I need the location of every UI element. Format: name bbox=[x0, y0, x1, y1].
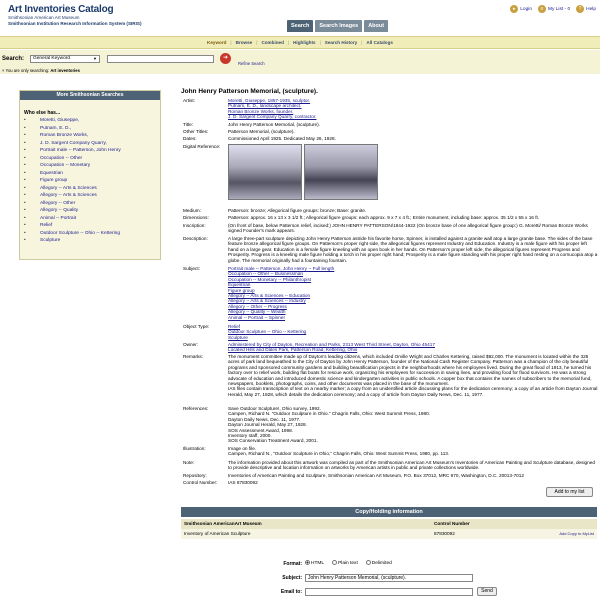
object-type-value bbox=[228, 324, 598, 340]
subject-link[interactable]: Allegory -- Quality -- Wealth bbox=[228, 309, 286, 315]
dates-label: Dates: bbox=[183, 136, 197, 141]
table-header-row bbox=[181, 519, 597, 529]
artist-link[interactable]: Moretti, Giuseppe, 1857-1935, sculptor. bbox=[228, 98, 311, 103]
list-item[interactable]: • Figure group bbox=[20, 177, 160, 185]
format-label: Format: bbox=[283, 561, 302, 567]
list-item[interactable]: • Allegory -- Arts & Sciences bbox=[20, 185, 160, 193]
help-link[interactable]: ? Help bbox=[576, 5, 596, 13]
repository-value: Inventories of American Painting and Sculpture, Smithsonian American Art Museum, P.O. Box 37012, MRC 970, Washington, D.C. 20013-7012 bbox=[228, 473, 524, 478]
list-item[interactable]: • J. D. Sargent Company Quarry, bbox=[20, 140, 160, 148]
subnav-separator: | bbox=[361, 40, 363, 45]
dimensions-value: Patterson: approx. 16 x 13 x 3 1/2 ft.; Allegorical figure groups: each approx. 9 x 7 x 4 ft.; Entire monument, including base: approx. 35 1/2 x 55 x 16 ft. bbox=[228, 215, 540, 220]
help-icon: ? bbox=[576, 5, 584, 13]
list-item[interactable]: • Moretti, Giuseppe, bbox=[20, 117, 160, 125]
title-value: John Henry Patterson Memorial, (sculpture). bbox=[228, 122, 320, 127]
digital-reference-value bbox=[228, 144, 598, 200]
subnav-search-history[interactable]: Search History bbox=[324, 40, 358, 45]
list-item[interactable]: • Allegory -- Quality bbox=[20, 207, 160, 215]
subject-link[interactable]: Allegory -- Arts & Sciences -- Education bbox=[228, 293, 311, 299]
references-label: References: bbox=[183, 406, 209, 411]
image-thumbnail[interactable] bbox=[304, 144, 378, 200]
site-title: Art Inventories Catalog bbox=[8, 4, 114, 15]
subject-link[interactable]: Equestrian bbox=[228, 282, 251, 288]
list-item[interactable]: • Sculpture bbox=[20, 237, 160, 245]
copy-holding-table bbox=[181, 519, 597, 539]
artist-value bbox=[228, 98, 598, 120]
more-searches-list bbox=[20, 117, 160, 245]
list-item[interactable]: • Relief bbox=[20, 222, 160, 230]
add-copy-link[interactable]: Add Copy to MyList bbox=[559, 531, 594, 536]
search-input[interactable] bbox=[107, 55, 214, 63]
subnav-browse[interactable]: Browse bbox=[235, 40, 253, 45]
illustration-value: Image on file. Campen, Richard N., "Outdoor Sculpture in Ohio," Chagrin Falls, Ohio: West Summit Press, 1980, pp. 113. bbox=[228, 446, 450, 457]
subject-link[interactable]: Animal -- Portrait -- Spinner bbox=[228, 314, 286, 320]
list-item[interactable]: • Allegory -- Arts & Sciences bbox=[20, 192, 160, 200]
format-plain-radio[interactable]: Plain text bbox=[332, 560, 358, 566]
list-item[interactable]: • Animal -- Portrait bbox=[20, 215, 160, 223]
table-cell: Inventory of American Sculpture bbox=[184, 531, 251, 536]
list-item[interactable]: • Occupation -- Other bbox=[20, 155, 160, 163]
list-item[interactable]: • Occupation -- Monetary bbox=[20, 162, 160, 170]
search-bar bbox=[0, 50, 600, 74]
tab-about[interactable]: About bbox=[364, 20, 388, 32]
list-item[interactable]: • Outdoor Sculpture -- Ohio -- Kettering bbox=[20, 230, 160, 238]
artist-label: Artist: bbox=[183, 98, 195, 103]
medium-value: Patterson: bronze; Allegorical figure groups: bronze; Base: granite. bbox=[228, 208, 367, 213]
subnav-keyword[interactable]: Keyword bbox=[207, 40, 227, 45]
format-html-radio[interactable]: HTML bbox=[305, 560, 324, 566]
chevron-down-icon: ▼ bbox=[93, 56, 97, 61]
panel-subtitle: Who else has... bbox=[24, 110, 61, 116]
subject-link[interactable]: Figure group bbox=[228, 287, 255, 293]
more-searches-panel bbox=[19, 90, 161, 260]
panel-title: More Smithsonian Searches bbox=[20, 91, 160, 100]
note-value: The information provided about this artwork was compiled as part of the Smithsonian American Art Museum's Inventories of American Painting and Sculpture database, designed to provide descriptive and location information on artworks by American artists in public and private collections worldwide. bbox=[228, 460, 595, 471]
image-thumbnail[interactable] bbox=[228, 144, 302, 200]
add-to-list-button[interactable]: Add to my list bbox=[546, 487, 593, 497]
search-subnav bbox=[0, 36, 600, 49]
dimensions-label: Dimensions: bbox=[183, 215, 209, 220]
subnav-highlights[interactable]: Highlights bbox=[293, 40, 316, 45]
remarks-value: The monument committee made up of Dayton's leading citizens, which included Orville Wright and Charles Kettering, raised $92,000. The monument is located within the 325 acres of park land bequeathed to the City of Dayton by John Henry Patterson, founder of the National Cash Register Company. Patterson was a champion of the city beautiful programs and sponsored community gardens and building beautification projects in the neighborhoods where his employees lived. During the great flood of 1913, he turned his factory over to relief work, building flat boats for rescue work, organizing his employees for succession in saving lives, and providing food for flood survivors. He was a strong advocate of education and introduced domestic science and kindergarten activities in public schools. A copper box that contains the names of subscribers to the memorial fund, newspapers, booklets, photographs, coins, and other documents was placed in the base of the monument. IAS files contain transcription of text on a nearby marker; a copy from an unidentified article discussing plans for the dedication ceremony; a copy of an article from Dayton Journal Herald, May 27, 1928, which details the dedication ceremony; and a copy of article from Dayton Daily News, Dec. 11, 1977. bbox=[228, 354, 598, 397]
object-type-link[interactable]: Outdoor Sculpture -- Ohio -- Kettering bbox=[228, 329, 307, 335]
owner-link[interactable]: Administered by City of Dayton, Recreation and Parks, 2313 West Third Street, Dayton, Ohio 45417 bbox=[228, 342, 435, 347]
subject-value bbox=[228, 266, 598, 320]
send-button[interactable]: Send bbox=[477, 587, 497, 596]
format-delimited-radio[interactable]: Delimited bbox=[366, 560, 392, 566]
references-value: Save Outdoor Sculpture!, Ohio survey, 1992. Campen, Richard N. "Outdoor Sculpture in Ohio." Chagrin Falls, Ohio: West Summit Press, 1980. Dayton Daily News, Dec. 11, 1977. Dayton Journal Herald, May 27, 1928. SOS Assessment Award, 1998. Inventory staff, 2000. SOS Conservation Treatment Award, 2001. bbox=[228, 406, 431, 444]
mylist-link[interactable]: ≡ My List - 0 bbox=[538, 5, 570, 13]
header bbox=[0, 0, 600, 36]
email-to-input[interactable] bbox=[305, 588, 473, 596]
main-tabs bbox=[287, 20, 388, 32]
illustration-label: Illustration: bbox=[183, 446, 206, 451]
search-label: Search: bbox=[2, 56, 25, 62]
subnav-separator: | bbox=[256, 40, 258, 45]
digital-reference-label: Digital Reference: bbox=[183, 144, 221, 149]
medium-label: Medium: bbox=[183, 208, 201, 213]
repository-label: Repository: bbox=[183, 473, 207, 478]
tab-search-images[interactable]: Search Images bbox=[315, 20, 362, 32]
note-label: Note: bbox=[183, 460, 195, 465]
description-value: A large three-part sculpture depicting John Henry Patterson astride his favorite horse, Spinner, is installed against a granite wall atop a large granite base. The sides of the base feature bronze allegorical figure groups. On Patterson's proper right side, the allegorical figures represent Industry and Education. Industry is a male figure with his proper left hand on a large gear. Education is a female figure kneeling with an open book in her hands. On Patterson's proper left side, the allegorical figures represent Progress and Prosperity. Progress is a kneeling male figure holding a torch in his proper right hand; Prosperity is a male figure standing with his proper right hand resting on a cornucopia atop a globe. The memorial originally had a fountaining fountain. bbox=[228, 236, 598, 263]
column-header: Smithsonian AmericanArt Museum bbox=[184, 521, 262, 526]
table-row bbox=[181, 529, 597, 539]
title-label: Title: bbox=[183, 122, 193, 127]
subnav-separator: | bbox=[230, 40, 232, 45]
control-number-label: Control Number: bbox=[183, 480, 218, 485]
table-cell: 87830092 bbox=[434, 531, 455, 536]
list-item[interactable]: • Allegory -- Other bbox=[20, 200, 160, 208]
inscription-value: (On front of base, below Patterson relief, incised:) JOHN HENRY PATTERSON/1844-1922 (On bronze base of one allegorical figure group:) G. Moretti/ Roman Bronze Works signed Founder's mark appears. bbox=[228, 223, 588, 234]
object-type-link[interactable]: Relief bbox=[228, 324, 240, 329]
object-type-label: Object Type: bbox=[183, 324, 210, 329]
subnav-separator: | bbox=[287, 40, 290, 45]
list-item[interactable]: • Portrait male -- Patterson, John Henry bbox=[20, 147, 160, 155]
artist-link[interactable]: Roman Bronze Works, founder. bbox=[228, 108, 294, 114]
list-item[interactable]: • Putnam, E. D., bbox=[20, 125, 160, 133]
list-item[interactable]: • Roman Bronze Works, bbox=[20, 132, 160, 140]
utility-links bbox=[510, 5, 596, 13]
object-type-link[interactable]: Sculpture bbox=[228, 334, 248, 340]
copy-holding-header: Copy/Holding information bbox=[181, 507, 597, 517]
artist-link[interactable]: Putnam, E. D., landscape architect. bbox=[228, 103, 302, 109]
site-logo[interactable] bbox=[8, 4, 142, 26]
search-scope-note: × You are only searching: Art inventories bbox=[2, 68, 80, 73]
other-titles-value: Patterson Memorial, (sculpture). bbox=[228, 129, 295, 134]
dates-value: Commissioned April 1925. Dedicated May 26, 1928. bbox=[228, 136, 336, 141]
remarks-label: Remarks: bbox=[183, 354, 204, 359]
search-go-button[interactable]: ➜ bbox=[220, 53, 231, 64]
subnav-all-catalogs[interactable]: All Catalogs bbox=[366, 40, 393, 45]
subnav-combined[interactable]: Combined bbox=[261, 40, 284, 45]
site-subtitle-1: Smithsonian American Art Museum bbox=[8, 15, 80, 20]
login-link[interactable]: ▸ Login bbox=[510, 5, 532, 13]
site-subtitle-2: Smithsonian Institution Research Information System (SIRIS) bbox=[8, 20, 142, 26]
owner-value bbox=[228, 342, 598, 353]
owner-label: Owner: bbox=[183, 342, 199, 347]
email-subject-input[interactable]: John Henry Patterson Memorial, (sculpture). bbox=[305, 574, 473, 582]
refine-search-link[interactable]: Refine Search bbox=[238, 61, 265, 66]
subject-link[interactable]: Occupation -- Other -- Businessman bbox=[228, 271, 304, 277]
subject-link[interactable]: Portrait male -- Patterson, John Henry -- Full length bbox=[228, 266, 335, 271]
other-titles-label: Other Titles: bbox=[183, 129, 209, 134]
control-number-value: IAS 87830092 bbox=[228, 480, 258, 485]
list-icon: ≡ bbox=[538, 5, 546, 13]
subject-label: Subject: bbox=[282, 575, 302, 581]
owner-link[interactable]: Located Hills and Dales Park, Patterson Road, Kettering, Ohio bbox=[228, 347, 358, 353]
subject-link[interactable]: Occupation -- Monetary -- Philanthropist bbox=[228, 276, 312, 282]
column-header: Control Number bbox=[434, 521, 470, 526]
subject-link[interactable]: Allegory -- Other -- Progress bbox=[228, 303, 287, 309]
subject-link[interactable]: Allegory -- Arts & Sciences -- Industry bbox=[228, 298, 306, 304]
login-icon: ▸ bbox=[510, 5, 518, 13]
description-label: Description: bbox=[183, 236, 208, 241]
record-title: John Henry Patterson Memorial, (sculpture). bbox=[181, 88, 318, 95]
inscription-label: Inscription: bbox=[183, 223, 206, 228]
search-type-select[interactable]: General Keyword ▼ bbox=[30, 55, 100, 63]
artist-link[interactable]: J. D. Sargent Company Quarry, contractor. bbox=[228, 114, 317, 120]
subnav-separator: | bbox=[319, 40, 321, 45]
subject-label: Subject: bbox=[183, 266, 200, 271]
list-item[interactable]: • Equestrian bbox=[20, 170, 160, 178]
format-options bbox=[305, 560, 392, 566]
tab-search[interactable]: Search bbox=[287, 20, 313, 32]
email-to-label: Email to: bbox=[280, 589, 302, 595]
